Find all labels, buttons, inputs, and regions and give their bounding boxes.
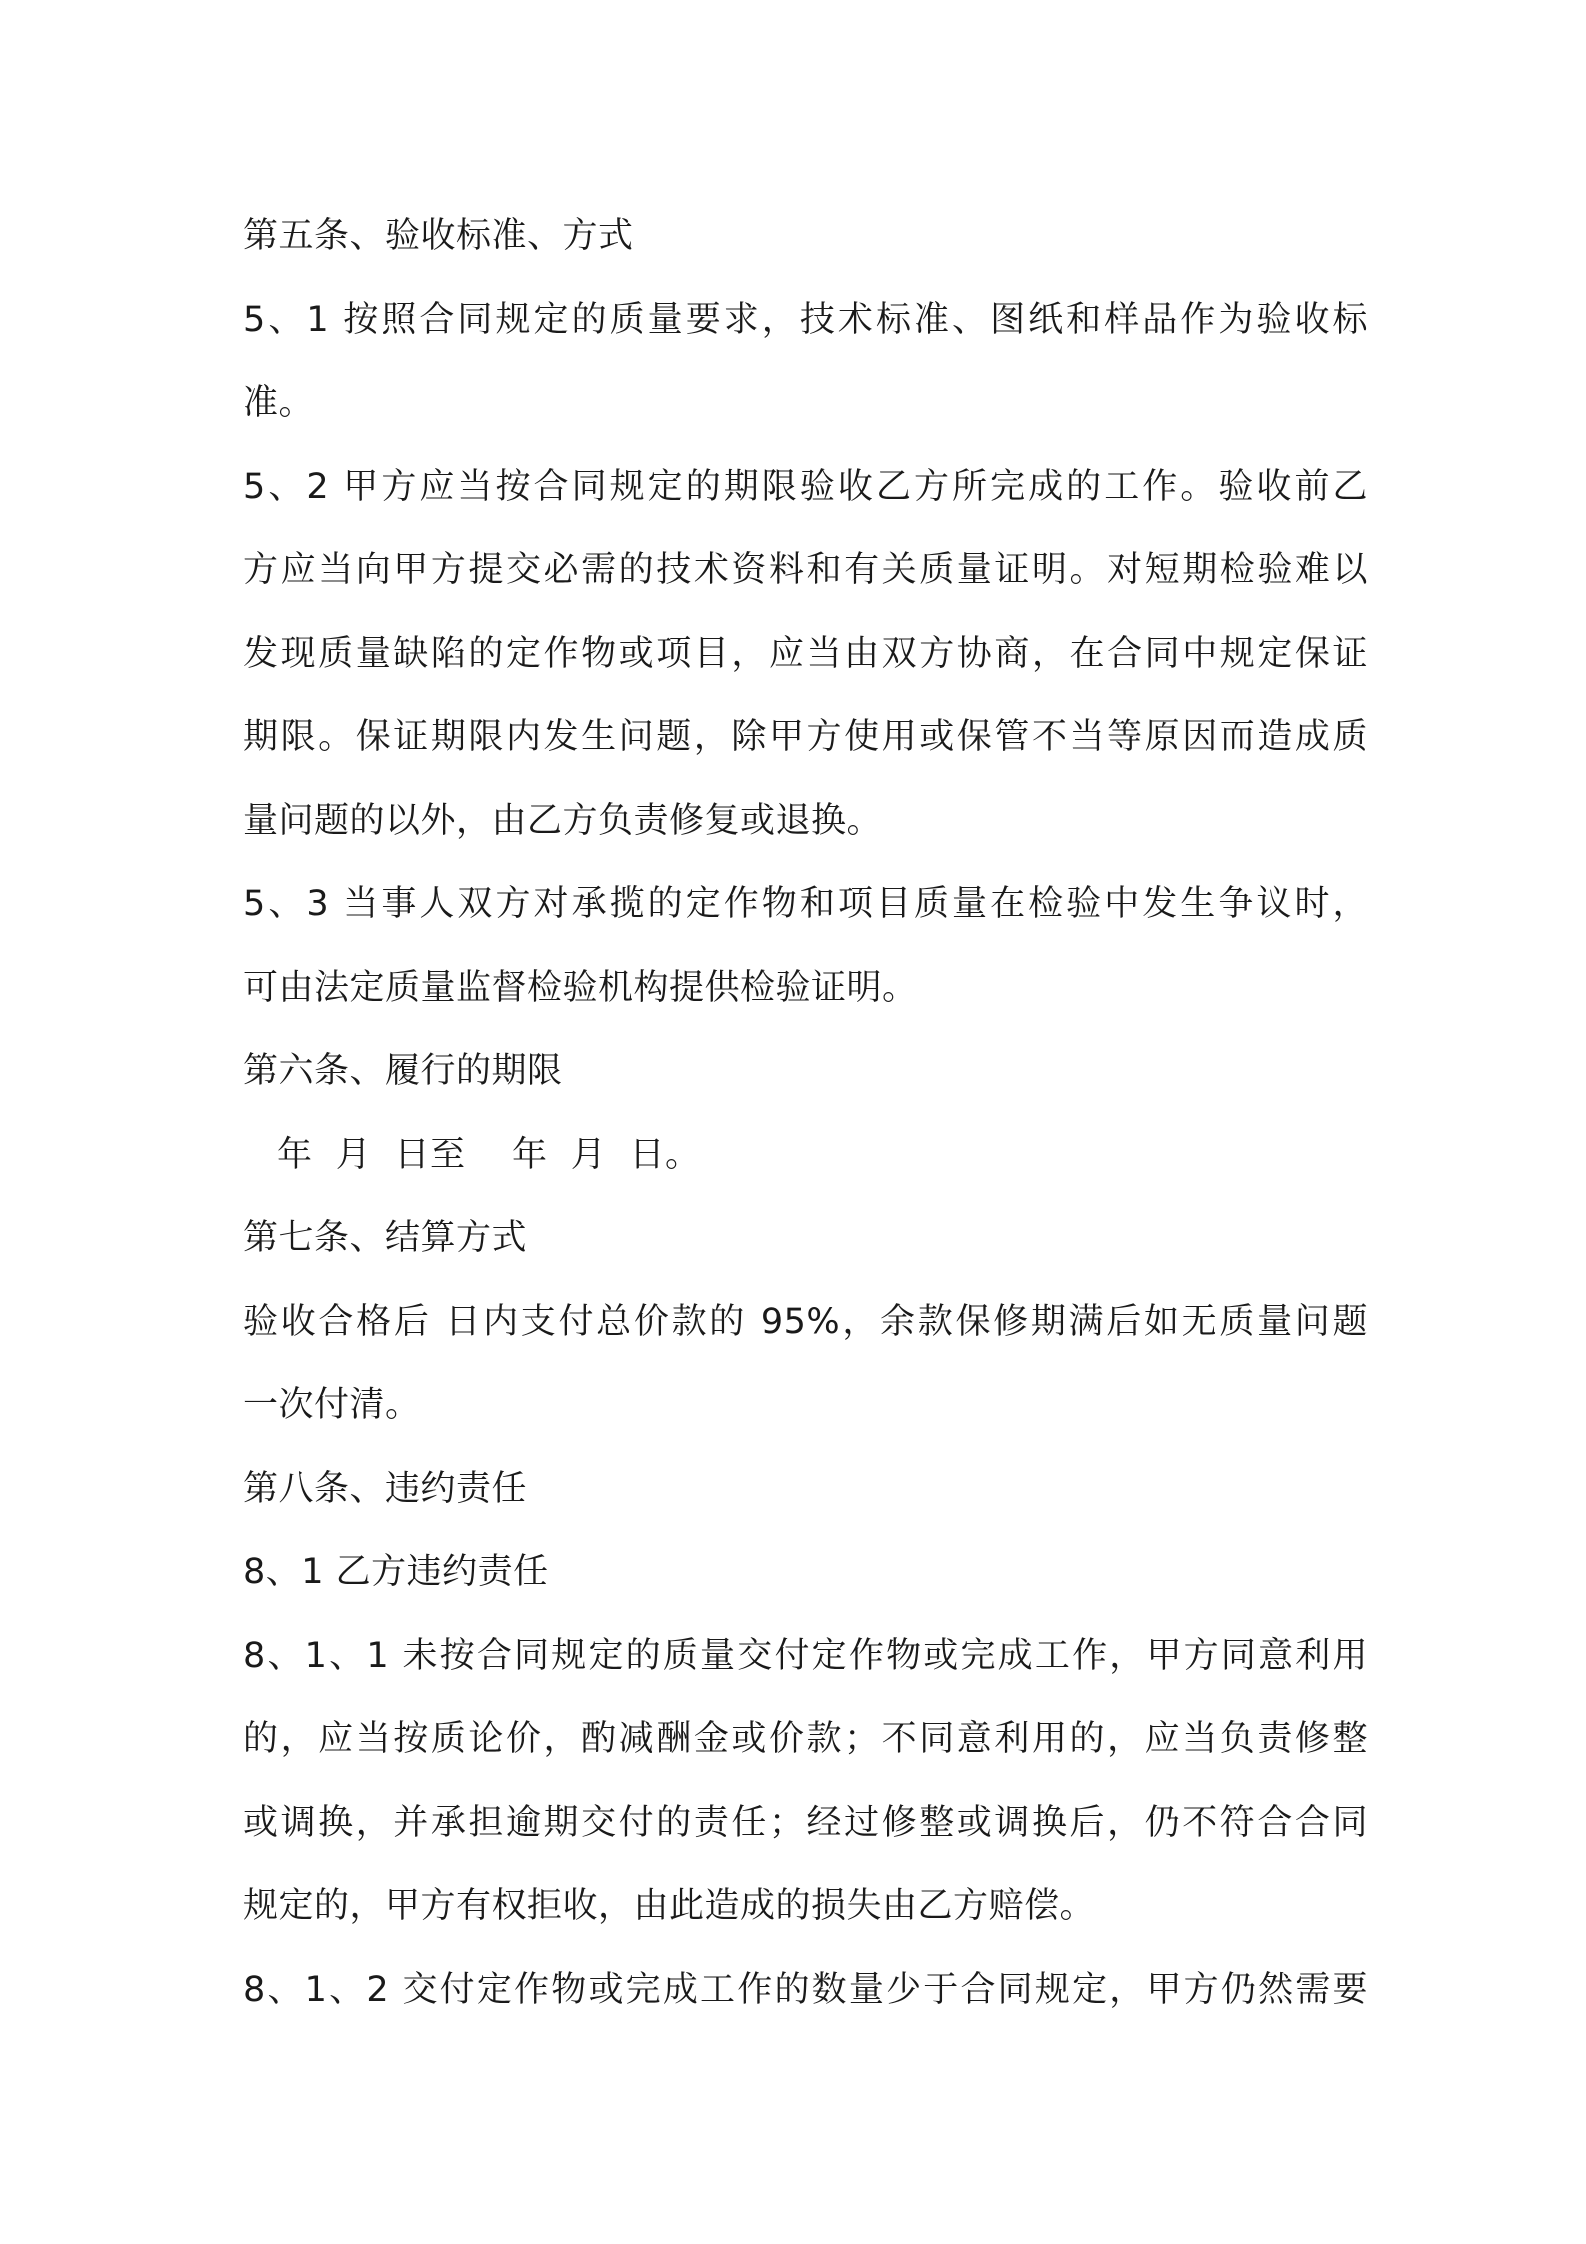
clause-8-1-1-line-3: 或调换，并承担逾期交付的责任；经过修整或调换后，仍不符合合同	[243, 1802, 1368, 1843]
clause-5-3-line-2: 可由法定质量监督检验机构提供检验证明。	[243, 967, 918, 1008]
clause-8-1-heading: 8、1 乙方违约责任	[243, 1552, 549, 1592]
article-8-heading: 第八条、违约责任	[243, 1468, 528, 1509]
clause-8-1-1-line-1: 8、1、1 未按合同规定的质量交付定作物或完成工作，甲方同意利用	[243, 1635, 1368, 1676]
clause-5-3-line-1: 5、3 当事人双方对承揽的定作物和项目质量在检验中发生争议时，	[243, 884, 1368, 924]
article-5-heading: 第五条、验收标准、方式	[243, 216, 634, 256]
clause-5-2-line-2: 方应当向甲方提交必需的技术资料和有关质量证明。对短期检验难以	[243, 550, 1368, 590]
clause-5-2-line-1: 5、2 甲方应当按合同规定的期限验收乙方所完成的工作。验收前乙	[243, 466, 1368, 507]
clause-5-2-line-5: 量问题的以外，由乙方负责修复或退换。	[243, 800, 883, 841]
document-body	[243, 195, 1368, 2032]
performance-period-line: 年 月 日至 年 月 日。	[277, 1134, 701, 1175]
clause-5-2-line-3: 发现质量缺陷的定作物或项目，应当由双方协商，在合同中规定保证	[243, 633, 1368, 674]
clause-8-1-1-line-4: 规定的，甲方有权拒收，由此造成的损失由乙方赔偿。	[243, 1886, 1096, 1926]
clause-5-1-line-1: 5、1 按照合同规定的质量要求，技术标准、图纸和样品作为验收标	[243, 299, 1368, 340]
settlement-line-2: 一次付清。	[243, 1385, 421, 1425]
clause-5-1-line-2: 准。	[243, 383, 315, 423]
article-7-heading: 第七条、结算方式	[243, 1218, 528, 1258]
article-6-heading: 第六条、履行的期限	[243, 1051, 563, 1091]
clause-8-1-2-line-1: 8、1、2 交付定作物或完成工作的数量少于合同规定，甲方仍然需要	[243, 1969, 1368, 2010]
settlement-line-1: 验收合格后 日内支付总价款的 95%，余款保修期满后如无质量问题	[243, 1301, 1368, 1342]
clause-8-1-1-line-2: 的，应当按质论价，酌减酬金或价款；不同意利用的，应当负责修整	[243, 1719, 1368, 1759]
clause-5-2-line-4: 期限。保证期限内发生问题，除甲方使用或保管不当等原因而造成质	[243, 717, 1368, 757]
